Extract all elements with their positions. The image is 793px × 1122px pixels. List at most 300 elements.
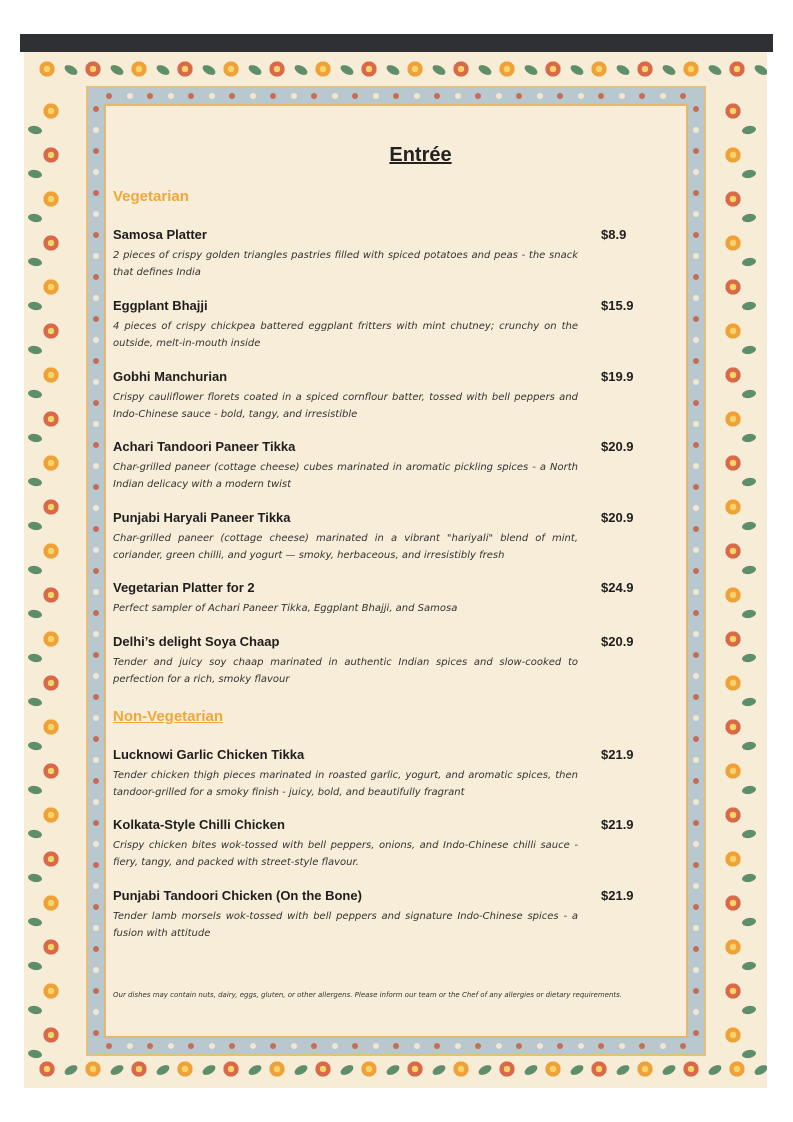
flower-ornament <box>222 1060 240 1078</box>
item-price: $21.9 <box>601 747 634 762</box>
menu-item <box>113 298 633 352</box>
leaf-ornament <box>477 63 493 77</box>
decorative-dot <box>93 379 99 385</box>
leaf-ornament <box>63 63 79 77</box>
leaf-ornament <box>339 1063 355 1077</box>
leaf-ornament <box>741 1005 756 1015</box>
flower-ornament <box>42 894 60 912</box>
leaf-ornament <box>201 63 217 77</box>
flower-ornament <box>724 542 742 560</box>
item-description: Tender and juicy soy chaap marinated in authentic Indian spices and slow-cooked to perfection for a rich, smoky flavour <box>113 657 578 685</box>
decorative-dot <box>93 673 99 679</box>
decorative-dot <box>496 1043 502 1049</box>
flower-ornament <box>590 60 608 78</box>
flower-ornament <box>42 806 60 824</box>
leaf-ornament <box>741 125 756 135</box>
decorative-dot <box>693 400 699 406</box>
flower-ornament <box>42 234 60 252</box>
item-name: Vegetarian Platter for 2 <box>113 580 255 595</box>
leaf-ornament <box>741 389 756 399</box>
leaf-ornament <box>661 63 677 77</box>
leaf-ornament <box>27 785 42 795</box>
flower-ornament <box>360 1060 378 1078</box>
decorative-dot <box>693 442 699 448</box>
flower-ornament <box>724 938 742 956</box>
flower-ornament <box>42 718 60 736</box>
decorative-dot <box>250 93 256 99</box>
decorative-dot <box>475 1043 481 1049</box>
decorative-dot <box>693 925 699 931</box>
leaf-ornament <box>753 63 767 77</box>
flower-ornament <box>452 1060 470 1078</box>
decorative-dot <box>270 93 276 99</box>
leaf-ornament <box>741 477 756 487</box>
item-price: $15.9 <box>601 298 634 313</box>
decorative-dot <box>693 904 699 910</box>
decorative-dot <box>693 274 699 280</box>
decorative-dot <box>147 1043 153 1049</box>
decorative-dot <box>598 1043 604 1049</box>
decorative-dot <box>93 694 99 700</box>
leaf-ornament <box>661 1063 677 1077</box>
item-description: 4 pieces of crispy chickpea battered eggplant fritters with mint chutney; crunchy on the outside, melt-in-mouth inside <box>113 321 578 349</box>
decorative-dot <box>93 484 99 490</box>
decorative-dot <box>352 93 358 99</box>
flower-ornament <box>42 1026 60 1044</box>
flower-ornament <box>724 718 742 736</box>
leaf-ornament <box>27 653 42 663</box>
leaf-ornament <box>523 63 539 77</box>
flower-ornament <box>268 1060 286 1078</box>
leaf-ornament <box>27 345 42 355</box>
decorative-dot <box>93 232 99 238</box>
item-name: Achari Tandoori Paneer Tikka <box>113 439 296 454</box>
decorative-dot <box>693 841 699 847</box>
leaf-ornament <box>741 345 756 355</box>
decorative-dot <box>93 925 99 931</box>
decorative-dot <box>660 93 666 99</box>
section-heading-non-vegetarian: Non-Vegetarian <box>113 708 224 725</box>
decorative-dot <box>93 568 99 574</box>
leaf-ornament <box>741 917 756 927</box>
item-price: $8.9 <box>601 227 627 242</box>
decorative-dot <box>434 93 440 99</box>
decorative-dot <box>680 93 686 99</box>
leaf-ornament <box>741 565 756 575</box>
flower-ornament <box>724 982 742 1000</box>
flower-ornament <box>724 410 742 428</box>
flower-ornament <box>406 60 424 78</box>
decorative-dot <box>93 211 99 217</box>
leaf-ornament <box>155 63 171 77</box>
leaf-ornament <box>27 477 42 487</box>
decorative-dot <box>311 93 317 99</box>
flower-ornament <box>544 1060 562 1078</box>
item-name: Punjabi Haryali Paneer Tikka <box>113 510 291 525</box>
decorative-dot <box>414 1043 420 1049</box>
item-description: Tender chicken thigh pieces marinated in roasted garlic, yogurt, and aromatic spices, then tandoor-grilled for a smoky finish - juicy, bold, and beautifully fragrant <box>113 770 578 798</box>
leaf-ornament <box>741 785 756 795</box>
flower-ornament <box>38 1060 56 1078</box>
item-price: $20.9 <box>601 634 634 649</box>
leaf-ornament <box>753 1063 767 1077</box>
decorative-dot <box>693 799 699 805</box>
flower-ornament <box>176 60 194 78</box>
decorative-dot <box>93 799 99 805</box>
decorative-dot <box>93 778 99 784</box>
flower-ornament <box>176 1060 194 1078</box>
decorative-dot <box>93 715 99 721</box>
item-name: Eggplant Bhajji <box>113 298 208 313</box>
decorative-dot <box>693 379 699 385</box>
decorative-dot <box>93 148 99 154</box>
decorative-dot <box>250 1043 256 1049</box>
decorative-dot <box>578 93 584 99</box>
decorative-dot <box>311 1043 317 1049</box>
decorative-dot <box>693 526 699 532</box>
decorative-dot <box>93 1009 99 1015</box>
menu-item <box>113 747 633 801</box>
flower-ornament <box>42 674 60 692</box>
decorative-dot <box>229 93 235 99</box>
flower-ornament <box>728 60 746 78</box>
decorative-dot <box>693 1009 699 1015</box>
decorative-dot <box>693 316 699 322</box>
leaf-ornament <box>741 961 756 971</box>
decorative-dot <box>291 1043 297 1049</box>
decorative-dot <box>693 967 699 973</box>
decorative-dot <box>693 106 699 112</box>
item-description: Crispy cauliflower florets coated in a spiced cornflour batter, tossed with bell peppers and Indo-Chinese sauce - bold, tangy, and irresistible <box>113 392 578 420</box>
flower-ornament <box>42 982 60 1000</box>
flower-ornament <box>724 850 742 868</box>
flower-ornament <box>724 498 742 516</box>
flower-ornament <box>406 1060 424 1078</box>
flower-ornament <box>42 278 60 296</box>
leaf-ornament <box>741 301 756 311</box>
item-description: Perfect sampler of Achari Paneer Tikka, Eggplant Bhajji, and Samosa <box>113 603 458 614</box>
menu-item <box>113 634 633 688</box>
decorative-dot <box>93 946 99 952</box>
leaf-ornament <box>741 873 756 883</box>
leaf-ornament <box>27 1049 42 1059</box>
leaf-ornament <box>523 1063 539 1077</box>
decorative-dot <box>414 93 420 99</box>
flower-ornament <box>498 1060 516 1078</box>
decorative-dot <box>693 652 699 658</box>
flower-ornament <box>590 1060 608 1078</box>
decorative-dot <box>693 631 699 637</box>
dots-col-right <box>692 106 700 1036</box>
item-price: $21.9 <box>601 888 634 903</box>
decorative-dot <box>373 93 379 99</box>
menu-item <box>113 369 633 423</box>
item-description: 2 pieces of crispy golden triangles pastries filled with spiced potatoes and peas - the snack that defines India <box>113 250 578 278</box>
decorative-dot <box>93 337 99 343</box>
flower-ornament <box>636 1060 654 1078</box>
decorative-dot <box>93 253 99 259</box>
menu-item <box>113 888 633 942</box>
flower-ornament <box>42 850 60 868</box>
leaf-ornament <box>385 1063 401 1077</box>
decorative-dot <box>693 862 699 868</box>
item-name: Gobhi Manchurian <box>113 369 228 384</box>
decorative-dot <box>352 1043 358 1049</box>
decorative-dot <box>93 190 99 196</box>
decorative-dot <box>127 93 133 99</box>
menu-item <box>113 580 633 617</box>
leaf-ornament <box>293 1063 309 1077</box>
page-title: Entrée <box>389 144 452 166</box>
leaf-ornament <box>27 1005 42 1015</box>
menu-item <box>113 510 633 564</box>
leaf-ornament <box>27 433 42 443</box>
leaf-ornament <box>569 63 585 77</box>
decorative-dot <box>693 673 699 679</box>
leaf-ornament <box>27 213 42 223</box>
flower-ornament <box>724 586 742 604</box>
leaf-ornament <box>741 741 756 751</box>
item-name: Punjabi Tandoori Chicken (On the Bone) <box>113 888 362 903</box>
item-description: Char-grilled paneer (cottage cheese) cubes marinated in aromatic pickling spices - a North Indian delicacy with a modern twist <box>113 462 578 490</box>
decorative-dot <box>93 505 99 511</box>
decorative-dot <box>693 883 699 889</box>
leaf-ornament <box>339 63 355 77</box>
decorative-dot <box>93 736 99 742</box>
leaf-ornament <box>741 433 756 443</box>
leaf-ornament <box>707 1063 723 1077</box>
leaf-ornament <box>109 1063 125 1077</box>
decorative-dot <box>93 1030 99 1036</box>
leaf-ornament <box>741 697 756 707</box>
decorative-dot <box>93 841 99 847</box>
decorative-dot <box>93 610 99 616</box>
leaf-ornament <box>615 63 631 77</box>
flower-ornament <box>42 542 60 560</box>
decorative-dot <box>693 211 699 217</box>
decorative-dot <box>106 1043 112 1049</box>
decorative-dot <box>93 274 99 280</box>
flower-ornament <box>360 60 378 78</box>
decorative-dot <box>680 1043 686 1049</box>
decorative-dot <box>93 442 99 448</box>
dots-row-bottom <box>106 1042 686 1050</box>
leaf-ornament <box>741 1049 756 1059</box>
leaf-ornament <box>27 389 42 399</box>
decorative-dot <box>496 93 502 99</box>
flower-ornament <box>42 938 60 956</box>
leaf-ornament <box>741 257 756 267</box>
leaf-ornament <box>741 521 756 531</box>
flower-ornament <box>38 60 56 78</box>
decorative-dot <box>516 1043 522 1049</box>
flower-ornament <box>724 234 742 252</box>
decorative-dot <box>693 190 699 196</box>
leaf-ornament <box>385 63 401 77</box>
leaf-ornament <box>201 1063 217 1077</box>
decorative-dot <box>693 484 699 490</box>
decorative-dot <box>693 946 699 952</box>
menu-item <box>113 439 633 493</box>
flower-ornament <box>724 762 742 780</box>
leaf-ornament <box>741 609 756 619</box>
flower-ornament <box>682 60 700 78</box>
decorative-dot <box>93 967 99 973</box>
decorative-dot <box>229 1043 235 1049</box>
decorative-dot <box>106 93 112 99</box>
leaf-ornament <box>27 169 42 179</box>
decorative-dot <box>557 93 563 99</box>
decorative-dot <box>455 1043 461 1049</box>
decorative-dot <box>639 93 645 99</box>
flower-ornament <box>724 454 742 472</box>
leaf-ornament <box>155 1063 171 1077</box>
leaf-ornament <box>247 1063 263 1077</box>
flower-ornament <box>42 102 60 120</box>
leaf-ornament <box>27 829 42 839</box>
flower-ornament <box>42 762 60 780</box>
menu-item <box>113 817 633 871</box>
flower-ornament <box>42 366 60 384</box>
allergen-footer: Our dishes may contain nuts, dairy, eggs, gluten, or other allergens. Please inform our team or the Chef of any allergies or dietary requirements. <box>113 991 623 999</box>
decorative-dot <box>693 988 699 994</box>
flower-ornament <box>314 60 332 78</box>
leaf-ornament <box>741 213 756 223</box>
item-name: Samosa Platter <box>113 227 207 242</box>
decorative-dot <box>693 757 699 763</box>
decorative-dot <box>693 127 699 133</box>
decorative-dot <box>693 505 699 511</box>
decorative-dot <box>332 1043 338 1049</box>
leaf-ornament <box>63 1063 79 1077</box>
flower-ornament <box>724 1026 742 1044</box>
flower-ornament <box>728 1060 746 1078</box>
top-dark-bar <box>20 34 773 52</box>
leaf-ornament <box>431 63 447 77</box>
decorative-dot <box>693 169 699 175</box>
flower-ornament <box>544 60 562 78</box>
leaf-ornament <box>569 1063 585 1077</box>
flower-ornament <box>84 60 102 78</box>
decorative-dot <box>270 1043 276 1049</box>
flower-ornament <box>42 454 60 472</box>
leaf-ornament <box>477 1063 493 1077</box>
item-price: $24.9 <box>601 580 634 595</box>
flower-ornament <box>724 190 742 208</box>
decorative-dot <box>93 883 99 889</box>
decorative-dot <box>598 93 604 99</box>
decorative-dot <box>147 93 153 99</box>
decorative-dot <box>93 463 99 469</box>
flower-ornament <box>724 894 742 912</box>
decorative-dot <box>93 169 99 175</box>
decorative-dot <box>693 715 699 721</box>
decorative-dot <box>393 93 399 99</box>
item-description: Tender lamb morsels wok-tossed with bell peppers and signature Indo-Chinese spices - a fusion with attitude <box>113 911 578 939</box>
item-price: $19.9 <box>601 369 634 384</box>
item-price: $21.9 <box>601 817 634 832</box>
menu-item <box>113 227 633 281</box>
leaf-ornament <box>27 917 42 927</box>
flower-ornament <box>42 190 60 208</box>
leaf-ornament <box>27 961 42 971</box>
flower-ornament <box>84 1060 102 1078</box>
decorative-dot <box>639 1043 645 1049</box>
decorative-dot <box>127 1043 133 1049</box>
leaf-ornament <box>27 741 42 751</box>
decorative-dot <box>693 778 699 784</box>
decorative-dot <box>93 127 99 133</box>
flower-ornament <box>42 322 60 340</box>
decorative-dot <box>188 1043 194 1049</box>
decorative-dot <box>93 904 99 910</box>
decorative-dot <box>393 1043 399 1049</box>
flower-ornament <box>42 498 60 516</box>
dots-col-left <box>92 106 100 1036</box>
leaf-ornament <box>27 697 42 707</box>
decorative-dot <box>693 820 699 826</box>
decorative-dot <box>188 93 194 99</box>
flower-ornament <box>130 60 148 78</box>
decorative-dot <box>93 631 99 637</box>
decorative-dot <box>434 1043 440 1049</box>
decorative-dot <box>455 93 461 99</box>
decorative-dot <box>168 93 174 99</box>
leaf-ornament <box>293 63 309 77</box>
decorative-dot <box>693 463 699 469</box>
decorative-dot <box>693 232 699 238</box>
decorative-dot <box>93 526 99 532</box>
decorative-dot <box>693 358 699 364</box>
decorative-dot <box>693 421 699 427</box>
decorative-dot <box>693 253 699 259</box>
decorative-dot <box>693 610 699 616</box>
decorative-dot <box>168 1043 174 1049</box>
flower-ornament <box>724 630 742 648</box>
decorative-dot <box>373 1043 379 1049</box>
leaf-ornament <box>247 63 263 77</box>
decorative-dot <box>693 337 699 343</box>
flower-ornament <box>222 60 240 78</box>
flower-ornament <box>636 60 654 78</box>
decorative-dot <box>693 568 699 574</box>
dots-row-top <box>106 92 686 100</box>
decorative-dot <box>93 589 99 595</box>
flower-ornament <box>498 60 516 78</box>
flower-ornament <box>314 1060 332 1078</box>
decorative-dot <box>93 652 99 658</box>
leaf-ornament <box>27 565 42 575</box>
item-price: $20.9 <box>601 439 634 454</box>
flower-ornament <box>42 410 60 428</box>
section-heading-vegetarian: Vegetarian <box>113 188 189 205</box>
decorative-dot <box>209 93 215 99</box>
flower-ornament <box>452 60 470 78</box>
item-name: Delhi’s delight Soya Chaap <box>113 634 280 649</box>
leaf-ornament <box>27 301 42 311</box>
flower-ornament <box>42 146 60 164</box>
leaf-ornament <box>741 829 756 839</box>
decorative-dot <box>93 106 99 112</box>
decorative-dot <box>93 820 99 826</box>
decorative-dot <box>693 589 699 595</box>
leaf-ornament <box>707 63 723 77</box>
flower-ornament <box>268 60 286 78</box>
decorative-dot <box>93 358 99 364</box>
leaf-ornament <box>27 873 42 883</box>
flower-ornament <box>724 278 742 296</box>
flower-ornament <box>724 366 742 384</box>
